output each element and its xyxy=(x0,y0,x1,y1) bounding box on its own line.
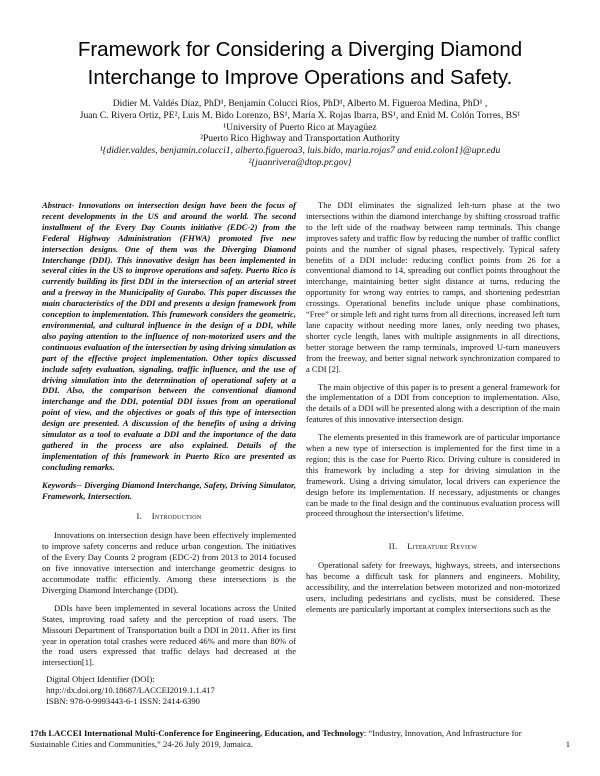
section-1-number: I. xyxy=(136,511,143,522)
affiliation-1: ¹University of Puerto Rico at Mayagüez xyxy=(223,121,377,133)
section-1-heading xyxy=(42,511,296,522)
doi-label: Digital Object Identifier (DOI): xyxy=(46,674,155,684)
right-column xyxy=(306,200,560,622)
paper-title xyxy=(40,36,560,92)
right-paragraph-1: The DDI eliminates the signalized left-turn phase at the two intersections within the diamond interchange by shifting crossroad traffic to the left side of the roadway between ramp terminals. This change improves safety and traffic flow by reducing the number of traffic conflict points and the number of signal phases, respectively. Typical safety benefits of a DDI include: reducing conflict points from 26 for a conventional diamond to 14, spreading out conflict points throughout the interchange, maintaining better sight distance at turns, reducing the opportunity for wrong way entries to ramps, and shortening pedestrian crossings. Operational benefits include unique phase combinations, “Free” or simple left and right turns from all directions, increased left turn lane capacity without needing more lanes, only needing two phases, shorter cycle length, lanes with multiple assignments in all directions, better storage between the ramp terminals, improved U-turn maneuvers from the freeway, and better signal network synchronization compared to a CDI [2]. xyxy=(306,200,560,374)
abstract xyxy=(42,200,296,473)
conference-citation xyxy=(30,728,570,750)
intro-paragraph-1: Innovations on intersection design have been effectively implemented to improve safety concerns and reduce urban congestion. The initiatives of the Every Day Counts 2 program (EDC-2) from 2013 to 2014 focused on five innovative intersection and interchange geometric designs to accommodate traffic efficiently. Among these intersections is the Diverging Diamond Interchange (DDI). xyxy=(42,530,296,595)
email-line-1: ¹{didier.valdes, benjamin.colucci1, alberto.figueroa3, luis.bido, maria.rojas7 and enid.colon1}@upr.edu xyxy=(99,145,501,157)
title-line-2: Interchange to Improve Operations and Safety. xyxy=(87,66,513,89)
email-line-2: ²{juanrivera@dtop.pr.gov} xyxy=(248,156,352,168)
page-footer xyxy=(30,728,570,750)
right-paragraph-3: The elements presented in this framework are of particular importance when a new type of intersection is implemented for the first time in a region; this is the case for Puerto Rico. Driving culture is considered in this framework by including a step for driving simulation in the framework. Using a driving simulator, local drivers can experience the design before its implementation. If necessary, adjustments or changes can be made to the final design and the continuous evaluation process will proceed throughout the intersection’s lifetime. xyxy=(306,432,560,519)
abstract-text: Innovations on intersection design have been the focus of recent developments in the US and around the world. The second installment of the Every Day Counts initiative (EDC-2) from the Federal Highway Administration (FHWA) promoted five new intersection designs. One of them was the Diverging Diamond Interchange (DDI). This innovative design has been implemented in several cities in the US to improve operations and safety. Puerto Rico is currently building its first DDI in the intersection of an arterial street and a freeway in the Municipality of Gurabo. This paper discusses the main characteristics of the DDI and presents a design framework from conception to implementation. This framework considers the geometric, environmental, and cultural influence in the design of a DDI, while also paying attention to the influence of non-motorized users and the continuous evaluation of the intersection by using driving simulation as part of the effective project implementation. Other topics discussed include safety evaluation, signaling, traffic influence, and the use of driving simulation into the determination of operational safety at a DDI. Also, the comparison between the conventional diamond interchange and the DDI, potential DDI issues from an operational point of view, and the objectives or goals of this type of intersection design are presented. A discussion of the benefits of using a driving simulator as a tool to evaluate a DDI and the importance of the data gathered in the process are also explained. Details of the implementation of this framework in Puerto Rico are presented as concluding remarks. xyxy=(42,200,296,472)
affiliation-2: ²Puerto Rico Highway and Transportation Authority xyxy=(200,133,400,145)
keywords: Keywords-- Diverging Diamond Interchange, Safety, Driving Simulator, Framework, Intersection. xyxy=(42,479,296,501)
section-2-heading xyxy=(306,541,560,552)
title-line-1: Framework for Considering a Diverging Diamond xyxy=(77,38,523,61)
conference-details: : “Industry, Innovation, And Infrastructure for Sustainable Cities and Communities,” 24-26 July 2019, Jamaica. xyxy=(30,728,522,750)
author-block xyxy=(30,98,570,169)
page-number: 1 xyxy=(565,739,570,749)
doi-link[interactable]: http://dx.doi.org/10.18687/LACCEI2019.1.1.417 xyxy=(46,685,215,696)
intro-paragraph-2: DDIs have been implemented in several locations across the United States, improving road safety and the perception of road users. The Missouri Department of Transportation built a DDI in 2011. After its first year in operation total crashes were reduced 46% and more than 80% of the road users expressed that traffic delays had decreased at the intersection[1]. xyxy=(42,602,296,668)
doi-block xyxy=(46,674,296,708)
literature-paragraph-1: Operational safety for freeways, highways, streets, and intersections has become a difficult task for planners and engineers. Mobility, accessibility, and the interrelation between motorized and non-motorized users, including pedestrians and cyclists, must be considered. These elements are particularly important at complex intersections such as the xyxy=(306,560,560,614)
left-column xyxy=(42,200,296,675)
right-paragraph-2: The main objective of this paper is to present a general framework for the implementation of a DDI from conception to implementation. Also, the details of a DDI will be presented along with a description of the main features of this innovative intersection design. xyxy=(306,381,560,425)
section-2-title: Literature Review xyxy=(407,541,478,552)
abstract-label: Abstract- xyxy=(42,200,75,210)
isbn-issn: ISBN: 978-0-9993443-6-1 ISSN: 2414-6390 xyxy=(46,696,200,707)
authors-line-1: Didier M. Valdés Díaz, PhD¹, Benjamín Colucci Ríos, PhD¹, Alberto M. Figueroa Medina, PhD¹ , xyxy=(112,98,488,109)
section-2-number: II. xyxy=(388,541,398,552)
section-1-title: Introduction xyxy=(151,511,202,522)
authors-line-2: Juan C. Rivera Ortiz, PE², Luis M. Bido Lorenzo, BS¹, María X. Rojas Ibarra, BS¹, and Enid M. Colón Torres, BS¹ xyxy=(79,109,521,121)
conference-name: 17th LACCEI International Multi-Conference for Engineering, Education, and Technology xyxy=(30,728,364,738)
